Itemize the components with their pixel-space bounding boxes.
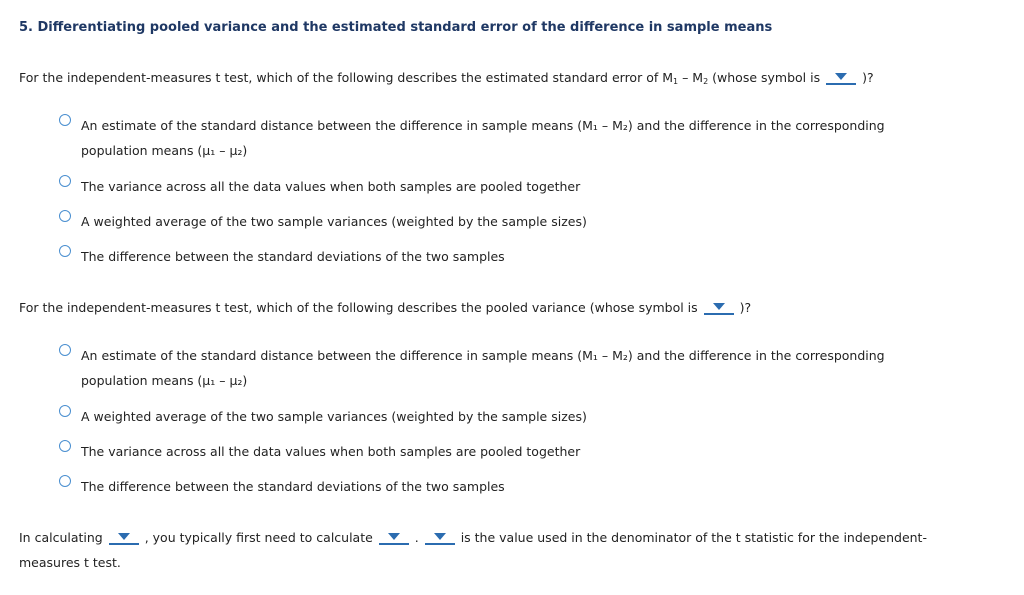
chevron-down-icon [388, 533, 400, 540]
q2-option-1-radio[interactable] [59, 344, 71, 356]
chevron-down-icon [835, 73, 847, 80]
q1-option-2-radio[interactable] [59, 175, 71, 187]
q3-dropdown-1[interactable] [109, 530, 139, 545]
q1-option-4-radio[interactable] [59, 245, 71, 257]
q3-dropdown-2[interactable] [379, 530, 409, 545]
q2-symbol-dropdown[interactable] [704, 300, 734, 315]
q2-option-3-radio[interactable] [59, 440, 71, 452]
chevron-down-icon [434, 533, 446, 540]
chevron-down-icon [713, 303, 725, 310]
q3-sentence-continued: measures t test. [19, 555, 121, 570]
q1-option-1-radio[interactable] [59, 114, 71, 126]
q1-symbol-dropdown[interactable] [826, 70, 856, 85]
q1-option-3-radio[interactable] [59, 210, 71, 222]
q2-prompt: For the independent-measures t test, which of the following describes the pooled variance (whose symbol is )? [19, 300, 752, 315]
question-title: 5. Differentiating pooled variance and the estimated standard error of the difference in sample means [19, 20, 773, 35]
q2-option-2-radio[interactable] [59, 405, 71, 417]
chevron-down-icon [118, 533, 130, 540]
q3-sentence: In calculating , you typically first need to calculate . is the value used in the denominator of the t statistic for the independent- [19, 530, 927, 545]
q3-dropdown-3[interactable] [425, 530, 455, 545]
q2-option-4-radio[interactable] [59, 475, 71, 487]
q1-prompt: For the independent-measures t test, which of the following describes the estimated standard error of $M_1 - M_2$ (whose symbol is )? [19, 70, 874, 86]
